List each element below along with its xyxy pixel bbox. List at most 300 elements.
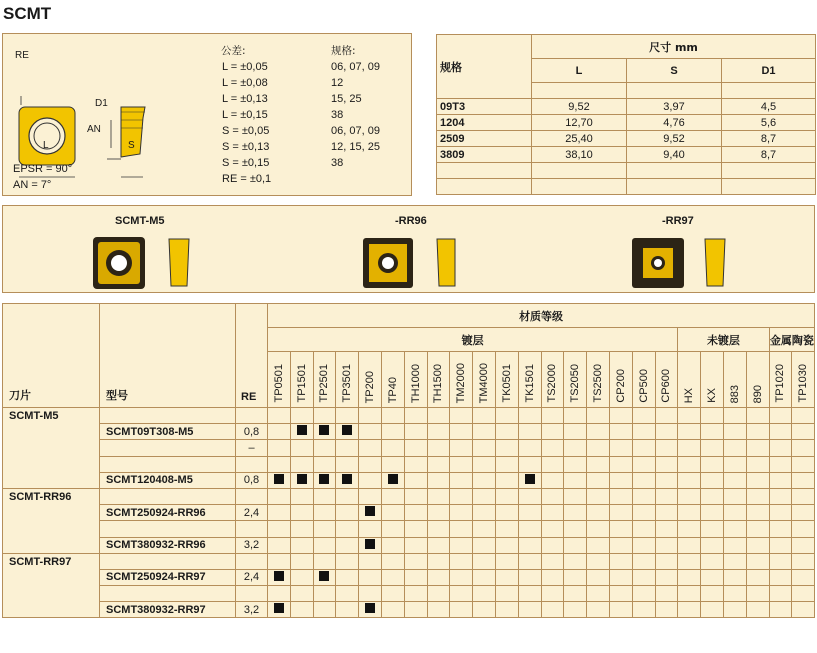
grade-cell — [587, 521, 610, 537]
grade-col-header — [609, 352, 632, 408]
dims-cell-d1: 5,6 — [722, 115, 816, 131]
grade-cell — [473, 521, 496, 537]
dims-cell-d1: 4,5 — [722, 99, 816, 115]
grade-col-label: TP0501 — [272, 364, 285, 403]
dims-row — [437, 115, 816, 131]
grade-cell — [701, 586, 724, 602]
grade-cell — [336, 553, 359, 569]
grade-col-label: TS2500 — [592, 364, 605, 403]
grade-cell — [313, 408, 336, 424]
tolerance-list — [222, 59, 271, 187]
grade-cell — [518, 424, 541, 440]
dims-cell-spec: 09T3 — [437, 99, 532, 115]
grade-col-label: TP2501 — [318, 364, 331, 403]
grade-row — [3, 602, 815, 618]
grade-col-label: TS2050 — [569, 364, 582, 403]
grade-cell — [701, 440, 724, 456]
spec-item: 15, 25 — [331, 93, 362, 105]
spec-item: 38 — [331, 157, 344, 169]
grade-cell — [404, 602, 427, 618]
availability-mark — [342, 425, 352, 435]
grade-cell — [381, 586, 404, 602]
grade-cell — [564, 553, 587, 569]
grade-cell — [701, 569, 724, 585]
grade-col-label: TS2000 — [546, 364, 559, 403]
grade-cell — [518, 456, 541, 472]
grade-col-header — [404, 352, 427, 408]
grade-row — [3, 553, 815, 569]
grade-cell — [769, 569, 792, 585]
grade-cell — [495, 408, 518, 424]
grade-cell — [495, 569, 518, 585]
grade-cell — [609, 424, 632, 440]
grade-cell — [701, 488, 724, 504]
grade-cell — [632, 488, 655, 504]
grade-cell — [450, 408, 473, 424]
grade-cell — [495, 505, 518, 521]
tolerance-item: RE = ±0,1 — [222, 173, 272, 185]
grade-cell — [792, 488, 815, 504]
re-cell: 2,4 — [236, 569, 268, 585]
grade-col-header — [701, 352, 724, 408]
grade-cell — [632, 586, 655, 602]
grade-cell — [632, 569, 655, 585]
grade-cell — [427, 602, 450, 618]
grade-col-header — [541, 352, 564, 408]
re-cell: 0,8 — [236, 472, 268, 488]
re-cell — [236, 553, 268, 569]
grade-cell — [518, 408, 541, 424]
grade-cell — [746, 569, 769, 585]
grade-cell — [678, 602, 701, 618]
geometry-images — [3, 206, 814, 292]
grade-cell — [427, 537, 450, 553]
s-label: S — [128, 140, 135, 151]
geometry-panel — [2, 205, 815, 293]
grade-cell — [268, 408, 291, 424]
grade-cell — [655, 424, 678, 440]
dims-cell-d1: 8,7 — [722, 147, 816, 163]
grade-cell — [359, 488, 382, 504]
grade-cell — [564, 408, 587, 424]
availability-mark — [274, 474, 284, 484]
grade-col-label: KX — [706, 388, 719, 403]
grade-cell — [427, 553, 450, 569]
grade-cell — [427, 440, 450, 456]
re-label: RE — [15, 50, 29, 61]
grade-cell — [746, 537, 769, 553]
grade-cell — [404, 488, 427, 504]
re-cell — [236, 408, 268, 424]
grade-col-header — [632, 352, 655, 408]
grade-cell — [792, 569, 815, 585]
spec-item: 06, 07, 09 — [331, 61, 380, 73]
grade-cell — [381, 488, 404, 504]
grade-cell — [268, 488, 291, 504]
grade-cell — [723, 440, 746, 456]
dimensions-table — [436, 34, 816, 195]
grade-cell — [518, 586, 541, 602]
grade-cell — [290, 505, 313, 521]
grade-cell — [381, 505, 404, 521]
grade-cell — [541, 456, 564, 472]
grade-cell — [587, 537, 610, 553]
grade-cell — [313, 472, 336, 488]
re-cell — [236, 488, 268, 504]
grade-cell — [427, 488, 450, 504]
grade-cell — [473, 488, 496, 504]
grade-cell — [313, 521, 336, 537]
grade-cell — [746, 488, 769, 504]
grade-cell — [336, 488, 359, 504]
grade-cell — [769, 472, 792, 488]
grade-col-label: TP1501 — [295, 364, 308, 403]
grade-cell — [632, 602, 655, 618]
grade-cell — [427, 424, 450, 440]
grade-cell — [404, 586, 427, 602]
grade-cell — [655, 456, 678, 472]
grade-cell — [313, 505, 336, 521]
grade-cell — [564, 521, 587, 537]
grade-cell — [655, 586, 678, 602]
grade-cell — [746, 602, 769, 618]
grade-cell — [723, 602, 746, 618]
grade-cell — [678, 488, 701, 504]
grade-col-header — [450, 352, 473, 408]
grade-cell — [404, 440, 427, 456]
grade-cell — [313, 569, 336, 585]
grade-cell — [655, 537, 678, 553]
dims-row — [437, 131, 816, 147]
grade-cell — [701, 521, 724, 537]
grade-cell — [290, 586, 313, 602]
re-cell: 3,2 — [236, 537, 268, 553]
availability-mark — [525, 474, 535, 484]
grade-cell — [632, 456, 655, 472]
grade-cell — [290, 553, 313, 569]
grade-col-header — [359, 352, 382, 408]
dims-cell-s: 9,40 — [627, 147, 722, 163]
grade-cell — [678, 569, 701, 585]
grade-cell — [541, 472, 564, 488]
grade-cell — [723, 424, 746, 440]
dims-cell-d1: 8,7 — [722, 131, 816, 147]
grade-cell — [564, 424, 587, 440]
grade-cell — [564, 537, 587, 553]
grades-material-header: 材质等级 — [268, 304, 815, 328]
grade-row — [3, 505, 815, 521]
grade-row — [3, 424, 815, 440]
grade-col-header — [769, 352, 792, 408]
dims-cell-l: 9,52 — [532, 99, 627, 115]
grade-cell — [723, 521, 746, 537]
insert-group-name: SCMT-M5 — [3, 408, 100, 489]
model-cell: SCMT120408-M5 — [100, 472, 236, 488]
grade-col-label: TK1501 — [523, 364, 536, 403]
grade-cell — [336, 424, 359, 440]
insert-rr97-side-image — [705, 239, 725, 286]
grade-col-header — [518, 352, 541, 408]
grade-cell — [792, 472, 815, 488]
model-cell — [100, 553, 236, 569]
grade-cell — [473, 424, 496, 440]
grade-cell — [290, 537, 313, 553]
grade-cell — [518, 472, 541, 488]
grade-cell — [313, 424, 336, 440]
grade-col-label: HX — [683, 387, 696, 403]
grade-cell — [792, 505, 815, 521]
dims-cell-s: 3,97 — [627, 99, 722, 115]
grade-cell — [723, 505, 746, 521]
grade-cell — [450, 521, 473, 537]
grade-cell — [495, 456, 518, 472]
grade-col-header — [427, 352, 450, 408]
availability-mark — [319, 571, 329, 581]
grade-cell — [541, 586, 564, 602]
grade-cell — [290, 569, 313, 585]
insert-rr96-image — [363, 238, 413, 288]
grade-cell — [381, 408, 404, 424]
grade-cell — [268, 569, 291, 585]
grade-cell — [495, 553, 518, 569]
grade-cell — [381, 553, 404, 569]
grade-cell — [632, 505, 655, 521]
tolerance-item: S = ±0,13 — [222, 141, 270, 153]
dims-cell-spec: 3809 — [437, 147, 532, 163]
grade-col-header — [381, 352, 404, 408]
grade-row — [3, 488, 815, 504]
grade-cell — [336, 408, 359, 424]
grade-cell — [268, 521, 291, 537]
dims-cell-spec: 2509 — [437, 131, 532, 147]
grade-cell — [473, 505, 496, 521]
grade-cell — [359, 537, 382, 553]
grade-cell — [290, 521, 313, 537]
grade-col-header — [655, 352, 678, 408]
grade-cell — [541, 440, 564, 456]
grade-cell — [746, 440, 769, 456]
grade-cell — [381, 521, 404, 537]
model-cell — [100, 456, 236, 472]
grade-cell — [769, 521, 792, 537]
spec-header: 规格: — [331, 45, 356, 57]
grade-cell — [473, 553, 496, 569]
grade-cell — [564, 440, 587, 456]
grade-cell — [792, 521, 815, 537]
grade-cell — [723, 472, 746, 488]
availability-mark — [274, 571, 284, 581]
grade-cell — [655, 553, 678, 569]
grade-cell — [587, 472, 610, 488]
grade-col-label: TK0501 — [500, 364, 513, 403]
grade-cell — [268, 553, 291, 569]
grade-cell — [541, 424, 564, 440]
insert-rr96-side-image — [437, 239, 455, 286]
grade-cell — [268, 537, 291, 553]
grade-col-label: 883 — [728, 384, 741, 403]
grade-cell — [746, 505, 769, 521]
grade-cell — [587, 586, 610, 602]
grade-cell — [541, 521, 564, 537]
grade-cell — [655, 408, 678, 424]
grade-cell — [769, 440, 792, 456]
grade-cell — [268, 424, 291, 440]
grade-cell — [359, 553, 382, 569]
availability-mark — [388, 474, 398, 484]
grade-cell — [427, 456, 450, 472]
dims-row — [437, 147, 816, 163]
grade-cell — [359, 505, 382, 521]
grade-cell — [336, 505, 359, 521]
grade-cell — [495, 602, 518, 618]
grade-cell — [769, 553, 792, 569]
grade-cell — [792, 424, 815, 440]
insert-group-name: SCMT-RR97 — [3, 553, 100, 618]
grade-cell — [495, 424, 518, 440]
dims-col-d1: D1 — [722, 59, 816, 83]
grade-cell — [678, 553, 701, 569]
grade-cell — [609, 408, 632, 424]
grade-cell — [450, 553, 473, 569]
grade-cell — [495, 472, 518, 488]
re-cell: 3,2 — [236, 602, 268, 618]
grade-cell — [450, 569, 473, 585]
grade-cell — [678, 440, 701, 456]
grade-cell — [381, 602, 404, 618]
grade-cell — [609, 569, 632, 585]
grade-cell — [473, 569, 496, 585]
grade-row — [3, 521, 815, 537]
grade-cell — [450, 602, 473, 618]
grade-cell — [541, 505, 564, 521]
grade-cell — [769, 537, 792, 553]
grade-cell — [541, 602, 564, 618]
dims-cell-s: 4,76 — [627, 115, 722, 131]
grade-col-header — [746, 352, 769, 408]
availability-mark — [274, 603, 284, 613]
page-title: SCMT — [3, 4, 52, 23]
grade-cell — [587, 488, 610, 504]
grade-cell — [336, 440, 359, 456]
grade-cell — [792, 440, 815, 456]
grade-cell — [541, 488, 564, 504]
grade-cell — [746, 472, 769, 488]
dims-row — [437, 99, 816, 115]
insert-m5-side-image — [169, 239, 189, 286]
grade-cell — [313, 586, 336, 602]
grade-cell — [609, 440, 632, 456]
grades-insert-header: 刀片 — [3, 304, 100, 408]
grade-cell — [678, 537, 701, 553]
grade-cell — [769, 408, 792, 424]
tolerance-item: L = ±0,05 — [222, 61, 268, 73]
grade-row — [3, 440, 815, 456]
grade-cell — [268, 602, 291, 618]
grade-cell — [723, 537, 746, 553]
tolerance-item: L = ±0,13 — [222, 93, 268, 105]
grade-col-label: CP500 — [637, 369, 650, 403]
grade-cell — [359, 521, 382, 537]
model-cell: SCMT250924-RR96 — [100, 505, 236, 521]
dims-col-s: S — [627, 59, 722, 83]
grade-cell — [746, 521, 769, 537]
grade-cell — [769, 424, 792, 440]
grades-uncoated-header: 未镀层 — [678, 328, 769, 352]
grade-col-header — [495, 352, 518, 408]
grade-cell — [313, 488, 336, 504]
grade-cell — [290, 424, 313, 440]
grade-cell — [609, 602, 632, 618]
grade-cell — [701, 472, 724, 488]
model-cell — [100, 440, 236, 456]
grade-cell — [723, 488, 746, 504]
grade-cell — [518, 602, 541, 618]
grade-cell — [268, 440, 291, 456]
grade-cell — [655, 488, 678, 504]
grade-cell — [473, 586, 496, 602]
spec-list — [331, 59, 380, 171]
grade-col-label: TP200 — [364, 370, 377, 403]
insert-m5-image — [93, 237, 145, 289]
grade-cell — [404, 472, 427, 488]
grade-cell — [518, 488, 541, 504]
grade-cell — [746, 408, 769, 424]
grade-cell — [495, 440, 518, 456]
grade-col-label: TP40 — [386, 376, 399, 403]
grade-cell — [564, 488, 587, 504]
grade-cell — [495, 586, 518, 602]
re-cell — [236, 521, 268, 537]
grade-col-header — [792, 352, 815, 408]
grade-col-header — [587, 352, 610, 408]
grade-cell — [587, 553, 610, 569]
grade-cell — [701, 424, 724, 440]
grade-cell — [495, 521, 518, 537]
dims-cell-s: 9,52 — [627, 131, 722, 147]
grade-cell — [473, 472, 496, 488]
grade-cell — [495, 488, 518, 504]
dims-cell-l: 38,10 — [532, 147, 627, 163]
grade-cell — [701, 408, 724, 424]
re-cell — [236, 586, 268, 602]
grade-cell — [541, 408, 564, 424]
grade-col-label: TP3501 — [341, 364, 354, 403]
model-cell — [100, 521, 236, 537]
l-label: L — [43, 140, 49, 151]
spec-item: 38 — [331, 109, 344, 121]
grade-cell — [336, 456, 359, 472]
grade-cell — [359, 408, 382, 424]
epsr-label: EPSR = 90° — [13, 163, 73, 175]
grade-col-header — [678, 352, 701, 408]
grade-cell — [313, 456, 336, 472]
grade-cell — [473, 602, 496, 618]
grade-cell — [609, 488, 632, 504]
grade-cell — [473, 537, 496, 553]
grade-cell — [609, 505, 632, 521]
grade-cell — [518, 569, 541, 585]
grade-cell — [792, 553, 815, 569]
grade-cell — [359, 440, 382, 456]
grade-cell — [678, 408, 701, 424]
grade-cell — [792, 456, 815, 472]
grade-cell — [541, 553, 564, 569]
grade-cell — [290, 456, 313, 472]
grade-cell — [587, 408, 610, 424]
grade-cell — [336, 602, 359, 618]
grade-cell — [632, 537, 655, 553]
grade-cell — [678, 424, 701, 440]
